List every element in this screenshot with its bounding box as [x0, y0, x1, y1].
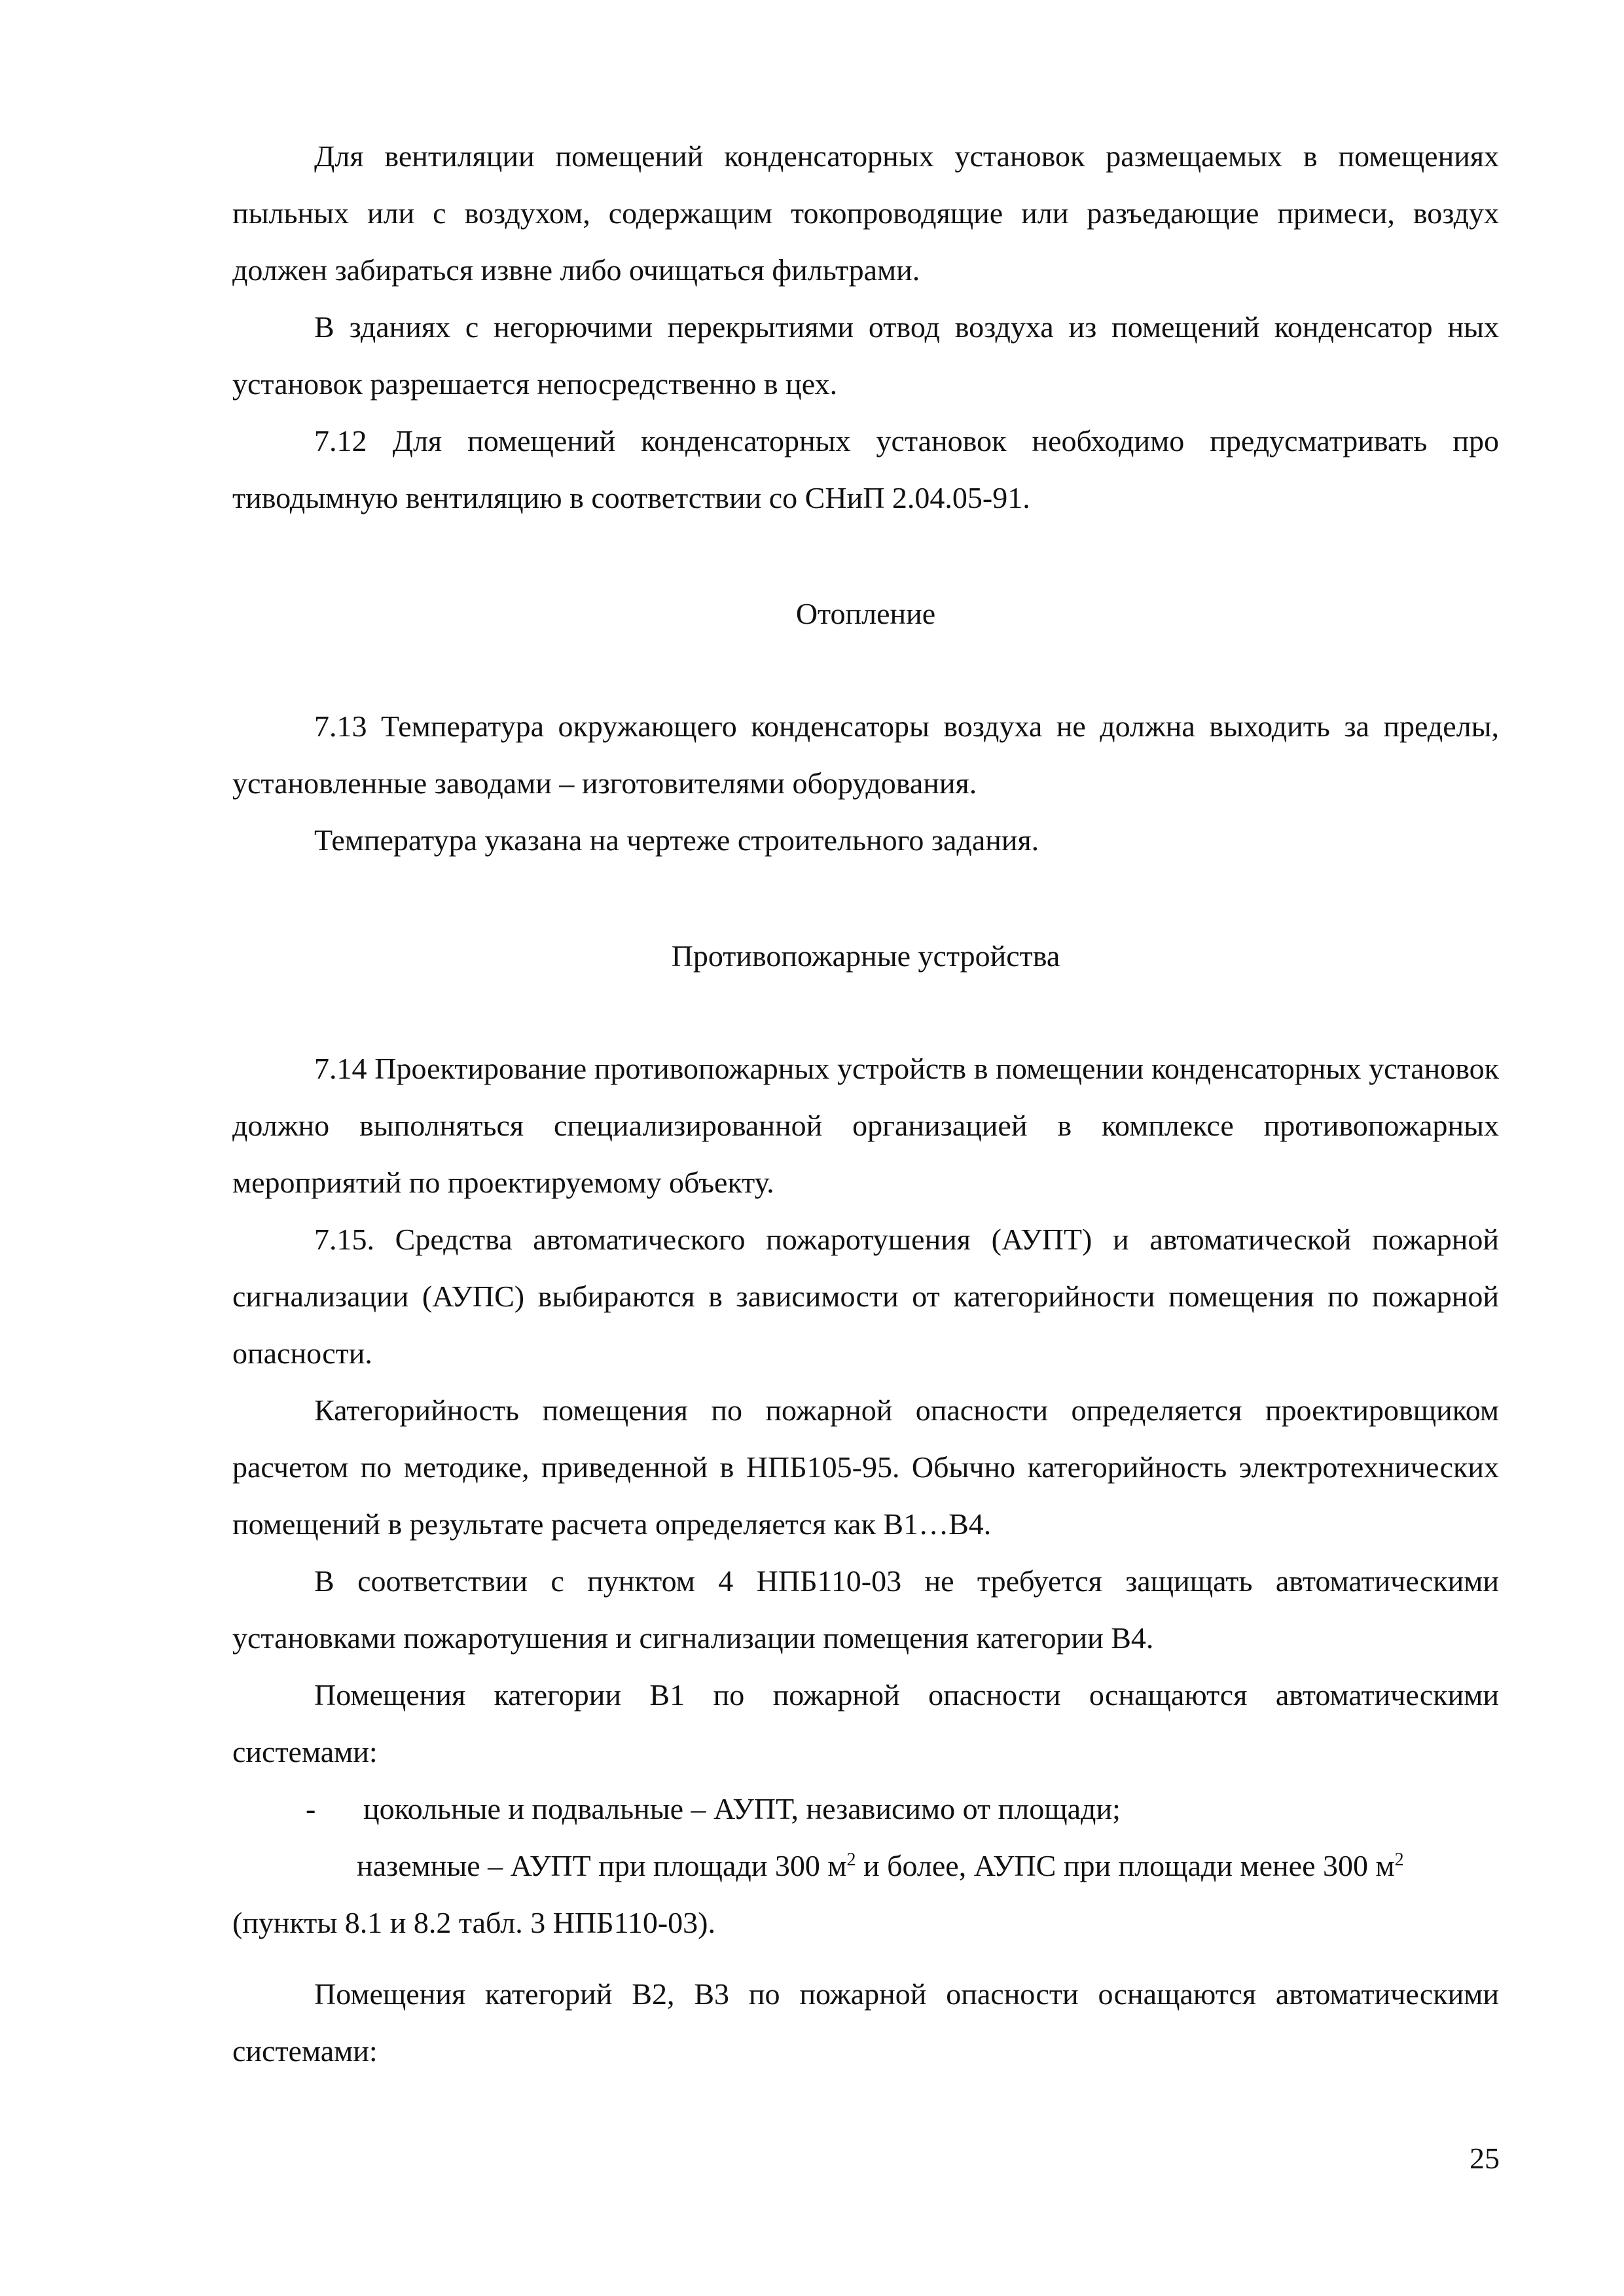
page-number: 25 — [1470, 2142, 1500, 2175]
paragraph-category-b1: Помещения категории В1 по пожарной опасности оснащаются автоматическими системами: — [232, 1678, 1499, 1768]
ground-level-text-part1: наземные – АУПТ при площади 300 м — [357, 1849, 847, 1882]
list-item-ground-level — [232, 1837, 1499, 1894]
list-item-text: цокольные и подвальные – АУПТ, независимо от площади; — [363, 1792, 1121, 1825]
paragraph-ventilation-air-intake: Для вентиляции помещений конденсаторных установок размещаемых в помещениях пыльных или с воздухом, содержащим токопроводящие или разъедающие примеси, воздух должен забираться извне либо очищаться фильтрами. — [232, 139, 1499, 287]
list-bullet: - — [306, 1792, 316, 1825]
document-body — [232, 128, 1499, 2079]
paragraph-temperature-note: Температура указана на чертеже строительного задания. — [314, 823, 1039, 857]
superscript-squared: 2 — [846, 1850, 856, 1870]
section-heading-fire-protection: Противопожарные устройства — [671, 939, 1060, 973]
paragraph-category-definition: Категорийность помещения по пожарной опасности определяется проектировщиком расчетом по методике, приведенной в НПБ105-95. Обычно категорийность электротехнических помещений в результате расчета определяется как В1…В4. — [232, 1393, 1499, 1541]
paragraph-category-b2-b3: Помещения категорий В2, В3 по пожарной опасности оснащаются автоматическими системами: — [232, 1977, 1499, 2068]
paragraph-category-b4: В соответствии с пунктом 4 НПБ110-03 не требуется защищать автоматическими установками пожаротушения и сигнализации помещения категории В4. — [232, 1564, 1499, 1655]
list-item-basement — [232, 1780, 1499, 1837]
section-heading-heating: Отопление — [795, 597, 936, 630]
superscript-squared: 2 — [1394, 1850, 1404, 1870]
paragraph-7-15: 7.15. Средства автоматического пожаротушения (АУПТ) и автоматической пожарной сигнализации (АУПС) выбираются в зависимости от категорийности помещения по пожарной опасности. — [232, 1223, 1499, 1370]
ground-level-text-part2: и более, АУПС при площади менее 300 м — [856, 1849, 1395, 1882]
paragraph-air-exhaust: В зданиях с негорючими перекрытиями отвод воздуха из помещений конденсатор ных установок разрешается непосредственно в цех. — [232, 310, 1499, 401]
list-reference: (пункты 8.1 и 8.2 табл. 3 НПБ110-03). — [232, 1906, 715, 1939]
paragraph-7-12: 7.12 Для помещений конденсаторных установок необходимо предусматривать про тиводымную вентиляцию в соответствии со СНиП 2.04.05-91. — [232, 424, 1499, 514]
paragraph-7-14: 7.14 Проектирование противопожарных устройств в помещении конденсаторных установок должно выполняться специализированной организацией в комплексе противопожарных мероприятий по проектируемому объекту. — [232, 1052, 1499, 1199]
paragraph-7-13: 7.13 Температура окружающего конденсаторы воздуха не должна выходить за пределы, установленные заводами – изготовителями оборудования. — [232, 709, 1499, 800]
